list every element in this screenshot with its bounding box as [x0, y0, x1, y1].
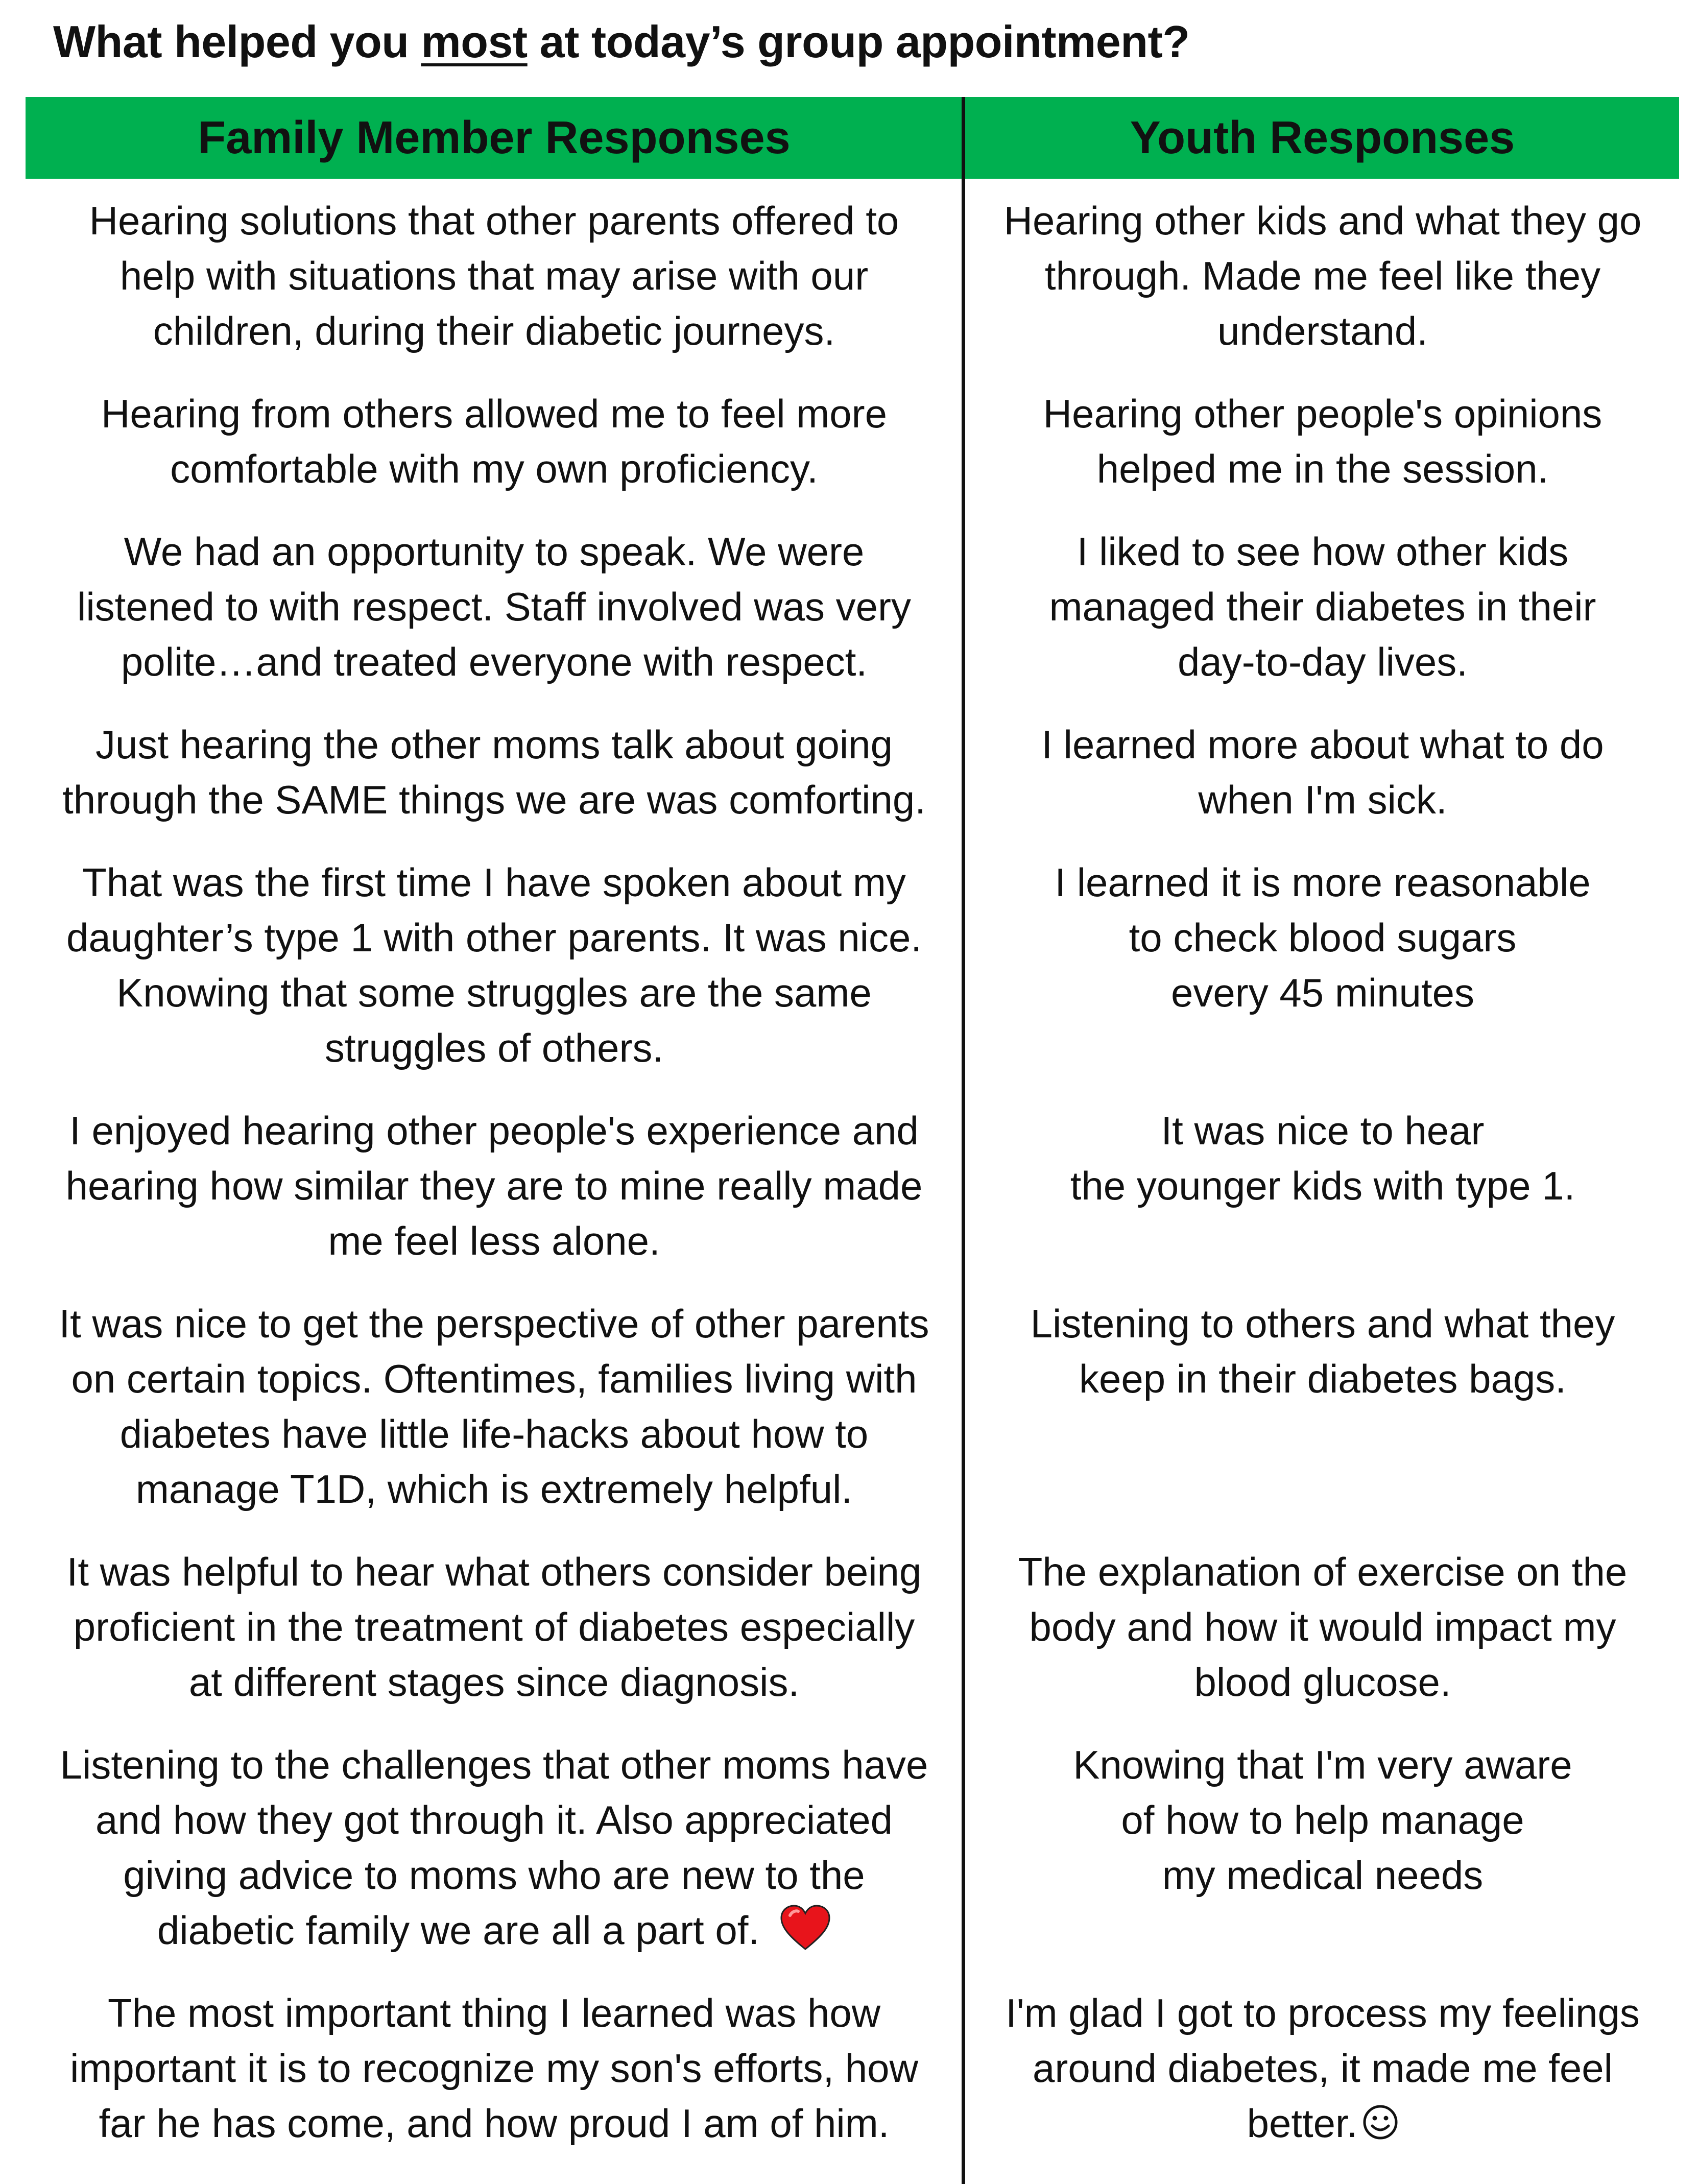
family-response-line: and how they got through it. Also appreciated: [95, 1797, 893, 1842]
youth-response-3: [970, 524, 1675, 689]
family-response-line: Knowing that some struggles are the same: [116, 970, 872, 1015]
youth-response-1: [970, 193, 1675, 358]
youth-column-header: Youth Responses: [1130, 112, 1515, 163]
youth-response-line: I liked to see how other kids: [1077, 529, 1569, 574]
youth-response-line: Knowing that I'm very aware: [1073, 1742, 1572, 1787]
family-response-line: children, during their diabetic journeys.: [153, 308, 835, 353]
youth-response-line: through. Made me feel like they: [1044, 253, 1601, 298]
youth-response-6: [970, 1103, 1675, 1213]
family-response-line: far he has come, and how proud I am of him.: [99, 2101, 890, 2146]
youth-response-line: I learned more about what to do: [1041, 722, 1604, 767]
page-title: [53, 11, 1190, 73]
youth-response-7: [970, 1296, 1675, 1406]
youth-response-line: day-to-day lives.: [1178, 639, 1468, 684]
family-response-line: giving advice to moms who are new to the: [123, 1853, 865, 1898]
youth-response-line: body and how it would impact my: [1029, 1604, 1616, 1649]
youth-response-line: every 45 minutes: [1171, 970, 1474, 1015]
family-response-line: Hearing solutions that other parents offered to: [89, 198, 899, 243]
youth-response-4: [970, 717, 1675, 827]
family-response-line: hearing how similar they are to mine really made: [65, 1163, 923, 1208]
family-response-line: It was nice to get the perspective of other parents: [59, 1301, 929, 1346]
youth-response-line: when I'm sick.: [1198, 777, 1447, 822]
youth-response-line: Hearing other people's opinions: [1043, 391, 1603, 436]
smiley-face-icon: [1362, 2104, 1398, 2140]
youth-response-line: blood glucose.: [1194, 1660, 1451, 1705]
family-response-6: [31, 1103, 958, 1268]
family-response-line: listened to with respect. Staff involved was very: [77, 584, 911, 629]
family-response-7: [31, 1296, 958, 1517]
family-response-line: struggles of others.: [324, 1025, 664, 1070]
youth-response-line: understand.: [1217, 308, 1428, 353]
family-response-10: [31, 1985, 958, 2151]
title-lead: What helped you: [53, 16, 421, 67]
youth-response-line: the younger kids with type 1.: [1070, 1163, 1575, 1208]
family-response-line: manage T1D, which is extremely helpful.: [135, 1467, 853, 1511]
youth-response-2: [970, 386, 1675, 496]
youth-response-line: I learned it is more reasonable: [1055, 860, 1591, 905]
family-response-line: at different stages since diagnosis.: [188, 1660, 800, 1705]
family-response-line: We had an opportunity to speak. We were: [124, 529, 865, 574]
youth-response-line: my medical needs: [1162, 1853, 1484, 1898]
youth-response-line: It was nice to hear: [1161, 1108, 1485, 1153]
family-response-2: [31, 386, 958, 496]
youth-response-line: Listening to others and what they: [1030, 1301, 1615, 1346]
title-emphasis: most: [421, 16, 528, 67]
youth-response-line: of how to help manage: [1121, 1797, 1524, 1842]
column-divider: [962, 97, 965, 2184]
family-response-line: The most important thing I learned was how: [107, 1990, 881, 2035]
family-response-line: That was the first time I have spoken about my: [82, 860, 906, 905]
family-response-5: [31, 855, 958, 1075]
family-response-line: I enjoyed hearing other people's experience and: [69, 1108, 919, 1153]
family-column-header: Family Member Responses: [198, 112, 791, 163]
youth-response-line: Hearing other kids and what they go: [1003, 198, 1642, 243]
family-response-line: daughter’s type 1 with other parents. It was nice.: [66, 915, 922, 960]
family-response-9: [31, 1737, 958, 1958]
youth-response-line: managed their diabetes in their: [1049, 584, 1596, 629]
family-response-line: Hearing from others allowed me to feel more: [101, 391, 887, 436]
youth-response-line: to check blood sugars: [1129, 915, 1517, 960]
youth-response-line: better.: [970, 2096, 1675, 2151]
youth-response-10: [970, 1985, 1675, 2151]
family-response-line: Just hearing the other moms talk about going: [95, 722, 893, 767]
family-response-1: [31, 193, 958, 358]
youth-response-line: I'm glad I got to process my feelings: [1006, 1990, 1640, 2035]
family-response-line: me feel less alone.: [328, 1218, 660, 1263]
family-response-line: proficient in the treatment of diabetes especially: [73, 1604, 915, 1649]
family-response-line: polite…and treated everyone with respect.: [121, 639, 868, 684]
family-response-line: It was helpful to hear what others consider being: [66, 1549, 922, 1594]
youth-response-line: keep in their diabetes bags.: [1079, 1356, 1566, 1401]
family-response-line: on certain topics. Oftentimes, families living with: [71, 1356, 917, 1401]
family-response-line: important it is to recognize my son's efforts, how: [70, 2046, 918, 2091]
family-response-line: diabetic family we are all a part of.: [31, 1903, 958, 1958]
youth-response-line: The explanation of exercise on the: [1018, 1549, 1628, 1594]
family-response-line: diabetes have little life-hacks about how to: [119, 1411, 869, 1456]
youth-response-line: around diabetes, it made me feel: [1032, 2046, 1613, 2091]
family-response-8: [31, 1544, 958, 1710]
family-response-line: comfortable with my own proficiency.: [170, 446, 818, 491]
youth-response-line: helped me in the session.: [1096, 446, 1549, 491]
family-response-line: through the SAME things we are was comforting.: [62, 777, 926, 822]
family-response-3: [31, 524, 958, 689]
heart-icon: [780, 1904, 831, 1951]
youth-response-9: [970, 1737, 1675, 1903]
youth-response-5: [970, 855, 1675, 1020]
family-response-4: [31, 717, 958, 827]
youth-response-8: [970, 1544, 1675, 1710]
family-response-line: Listening to the challenges that other moms have: [60, 1742, 928, 1787]
family-response-line: help with situations that may arise with our: [119, 253, 869, 298]
title-tail: at today’s group appointment?: [527, 16, 1190, 67]
